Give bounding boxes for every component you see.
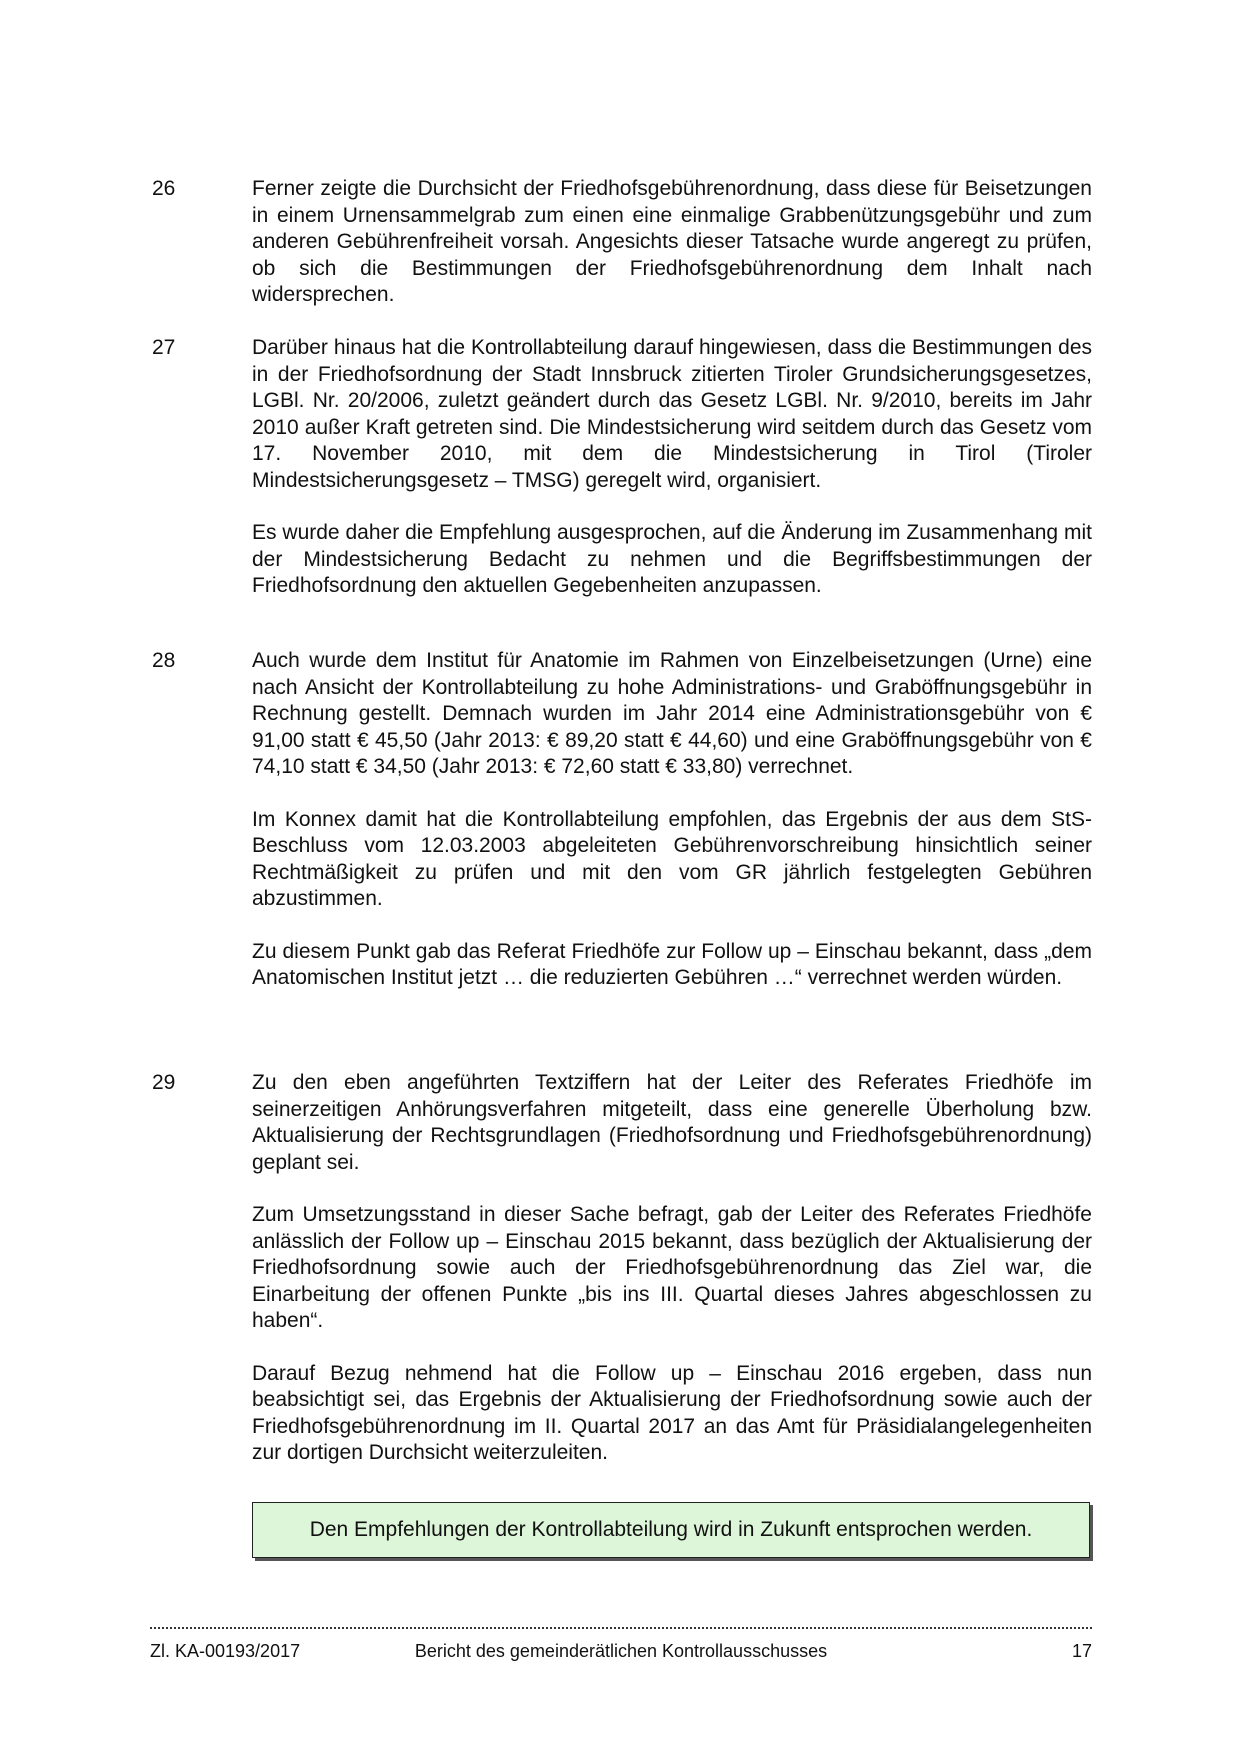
- section-number: 29: [152, 1071, 176, 1094]
- paragraph: Zu diesem Punkt gab das Referat Friedhöfe zur Follow up – Einschau bekannt, dass „dem Anatomischen Institut jetzt … die reduzierten Gebühren …“ verrechnet werden würden.: [252, 939, 1092, 989]
- conclusion-callout-box: [252, 1502, 1090, 1558]
- footer-reference: Zl. KA-00193/2017: [150, 1641, 301, 1661]
- callout-text: Den Empfehlungen der Kontrollabteilung wird in Zukunft entsprochen werden.: [309, 1518, 1033, 1541]
- footer-divider: [150, 1627, 1092, 1629]
- section-body: [252, 176, 1092, 309]
- section-number: 26: [152, 177, 176, 200]
- paragraph: Zu den eben angeführten Textziffern hat der Leiter des Referates Friedhöfe im seinerzeitigen Anhörungsverfahren mitgeteilt, dass eine generelle Überholung bzw. Aktualisierung der Rechtsgrundlagen (Friedhofsordnung und Friedhofsgebührenordnung) geplant sei.: [252, 1071, 1092, 1174]
- section-body: [252, 335, 1092, 600]
- section-body: [252, 1070, 1092, 1467]
- paragraph: Zum Umsetzungsstand in dieser Sache befragt, gab der Leiter des Referates Friedhöfe anlässlich der Follow up – Einschau 2015 bekannt, dass bezüglich der Aktualisierung der Friedhofsordnung sowie auch der Friedhofsgebührenordnung das Ziel war, die Einarbeitung der offenen Punkte „bis ins III. Quartal dieses Jahres abgeschlossen zu haben“.: [252, 1203, 1092, 1332]
- paragraph: Darauf Bezug nehmend hat die Follow up – Einschau 2016 ergeben, dass nun beabsichtigt sei, das Ergebnis der Aktualisierung der Friedhofsordnung sowie auch der Friedhofsgebührenordnung im II. Quartal 2017 an das Amt für Präsidialangelegenheiten zur dortigen Durchsicht weiterzuleiten.: [252, 1361, 1092, 1464]
- paragraph: Darüber hinaus hat die Kontrollabteilung darauf hingewiesen, dass die Bestimmungen des in der Friedhofsordnung der Stadt Innsbruck zitierten Tiroler Grundsicherungsgesetzes, LGBl. Nr. 20/2006, zuletzt geändert durch das Gesetz LGBl. Nr. 9/2010, bereits im Jahr 2010 außer Kraft getreten sind. Die Mindestsicherung wird seitdem durch das Gesetz vom 17. November 2010, mit dem die Mindestsicherung in Tirol (Tiroler Mindestsicherungsgesetz – TMSG) geregelt wird, organisiert.: [252, 336, 1092, 492]
- paragraph: Es wurde daher die Empfehlung ausgesprochen, auf die Änderung im Zusammenhang mit der Mindestsicherung Bedacht zu nehmen und die Begriffsbestimmungen der Friedhofsordnung den aktuellen Gegebenheiten anzupassen.: [252, 521, 1092, 597]
- section-body: [252, 648, 1092, 992]
- footer-page-number: 17: [1071, 1641, 1092, 1661]
- footer-title: Bericht des gemeinderätlichen Kontrollausschusses: [414, 1641, 828, 1661]
- section-number: 27: [152, 336, 176, 359]
- paragraph: Auch wurde dem Institut für Anatomie im Rahmen von Einzelbeisetzungen (Urne) eine nach Ansicht der Kontrollabteilung zu hohe Administrations- und Graböffnungsgebühr in Rechnung gestellt. Demnach wurden im Jahr 2014 eine Administrationsgebühr von € 91,00 statt € 45,50 (Jahr 2013: € 89,20 statt € 44,60) und eine Graböffnungsgebühr von € 74,10 statt € 34,50 (Jahr 2013: € 72,60 statt € 33,80) verrechnet.: [252, 649, 1092, 778]
- paragraph: Ferner zeigte die Durchsicht der Friedhofsgebührenordnung, dass diese für Beisetzungen in einem Urnensammelgrab zum einen eine einmalige Grabbenützungsgebühr und zum anderen Gebührenfreiheit vorsah. Angesichts dieser Tatsache wurde angeregt zu prüfen, ob sich die Bestimmungen der Friedhofsgebührenordnung dem Inhalt nach widersprechen.: [252, 177, 1092, 306]
- section-number: 28: [152, 649, 176, 672]
- paragraph: Im Konnex damit hat die Kontrollabteilung empfohlen, das Ergebnis der aus dem StS-Beschluss vom 12.03.2003 abgeleiteten Gebührenvorschreibung hinsichtlich seiner Rechtmäßigkeit zu prüfen und mit den vom GR jährlich festgelegten Gebühren abzustimmen.: [252, 807, 1092, 910]
